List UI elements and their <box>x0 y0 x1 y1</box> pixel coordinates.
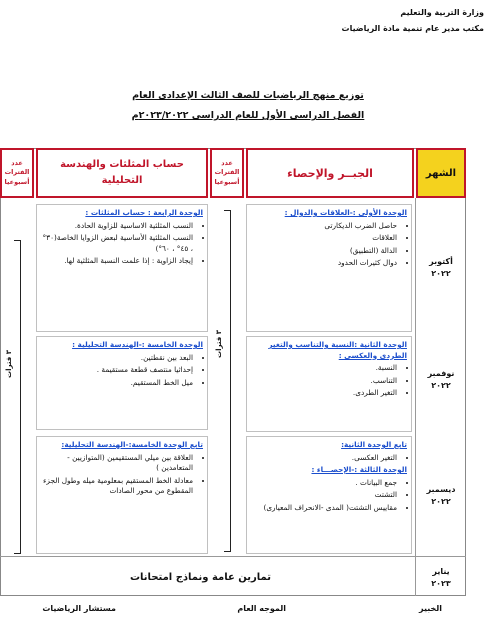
list-item: • حاصل الضرب الديكارتى <box>251 221 397 232</box>
list-item: • ميل الخط المستقيم. <box>41 378 193 389</box>
month-header: الشهر <box>416 148 466 198</box>
month-column-line <box>415 198 416 596</box>
month-december: ديسمبر ٢٠٢٢ <box>426 485 456 506</box>
ministry-name: وزارة التربية والتعليم <box>400 8 484 17</box>
footer-supervisor: الموجه العام <box>237 604 286 613</box>
page-subtitle: الفصل الدراسى الأول للعام الدراسى ٢٠٢٣/٢٠٢٢م <box>131 110 365 121</box>
algebra-header: الجبــر والإحصاء <box>246 148 414 198</box>
geometry-unit-2: الوحدة الخامسة :-الهندسة التحليلية : • البعد بين نقطتين. • إحداثيا منتصف قطعة مستقيمة . • ميل الخط المستقيم. <box>36 336 208 430</box>
weeks-label-algebra: ٣ فترات <box>215 330 223 358</box>
list-item: • التشتت <box>251 490 397 501</box>
month-january: يناير ٢٠٢٣ <box>431 567 451 588</box>
list-item: • دوال كثيرات الحدود <box>251 258 397 269</box>
weeks-bracket-geometry <box>14 240 21 554</box>
list-item: • النسب المثلثية الأساسية لبعض الزوايا الخاصة(٣٠° ، ٤٥° ، ٦٠°) <box>41 233 193 254</box>
footer-expert: الخبير <box>418 604 442 613</box>
list-item: • العلاقات <box>251 233 397 244</box>
list-item: • الدالة (التطبيق) <box>251 246 397 257</box>
list-item: • التناسب. <box>251 376 397 387</box>
list-item: • مقاييس التشتت( المدى -الانحراف المعيارى) <box>251 503 397 514</box>
list-item: • جمع البيانات . <box>251 478 397 489</box>
list-item: • التغير الطردى. <box>251 388 397 399</box>
geometry-unit-1: الوحدة الرابعة : حساب المثلثات : • النسب المثلثية الاساسية للزاوية الحادة. • النسب المثلثية الأساسية لبعض الزوايا الخاصة(٣٠° ، ٤٥° ، ٦٠°) • إيجاد الزاوية : إذا علمت النسبة المثلثية لها. <box>36 204 208 332</box>
list-item: • العلاقة بين ميلي المستقيمين (المتوازيين - المتعامدين ) <box>41 453 193 474</box>
weeks-bracket-algebra <box>224 210 231 552</box>
page-title: توزيع منهج الرياضيات للصف الثالث الإعدادى العام <box>132 90 364 101</box>
list-item: • النسب المثلثية الاساسية للزاوية الحادة. <box>41 221 193 232</box>
weeks-label-geometry: ٣ فترات <box>5 350 13 378</box>
month-october: أكتوبر ٢٠٢٢ <box>429 257 453 278</box>
weeks-header-algebra: عدد الفترات أسبوعيا <box>210 148 244 198</box>
algebra-unit-1: الوحدة الأولى :-العلاقات والدوال : • حاصل الضرب الديكارتى • العلاقات • الدالة (التطبيق) • دوال كثيرات الحدود <box>246 204 412 332</box>
list-item: • إيجاد الزاوية : إذا علمت النسبة المثلثية لها. <box>41 256 193 267</box>
footer-advisor: مستشار الرياضيات <box>42 604 116 613</box>
list-item: • النسبة. <box>251 363 397 374</box>
list-item: • إحداثيا منتصف قطعة مستقيمة . <box>41 365 193 376</box>
algebra-unit-2: الوحدة الثانية :النسبة والتناسب والتغير الطردى والعكسى : • النسبة. • التناسب. • التغير الطردى. <box>246 336 412 432</box>
list-item: • التغير العكسى. <box>251 453 397 464</box>
weeks-header-geometry: عدد الفترات أسبوعيا <box>0 148 34 198</box>
list-item: • معادلة الخط المستقيم بمعلومية ميله وطول الجزء المقطوع من محور الصادات <box>41 476 193 497</box>
row-divider <box>0 556 466 557</box>
geometry-unit-3: تابع الوحدة الخامسة:-الهندسة التحليلية: • العلاقة بين ميلي المستقيمين (المتوازيين - المتعامدين ) • معادلة الخط المستقيم بمعلومية ميله وطول الجزء المقطوع من محور الصادات <box>36 436 208 554</box>
algebra-unit-3: تابع الوحدة الثانية: • التغير العكسى. الوحدة الثالثة :-الإحصـــاء : • جمع البيانات . • التشتت • مقاييس التشتت( المدى -الانحراف المعيارى) <box>246 436 412 554</box>
geometry-header: حساب المثلثات والهندسة التحليلية <box>36 148 208 198</box>
office-name: مكتب مدير عام تنمية مادة الرياضيات <box>341 24 484 33</box>
month-november: نوفمبر ٢٠٢٢ <box>427 369 455 390</box>
list-item: • البعد بين نقطتين. <box>41 353 193 364</box>
review-row-text: تمارين عامة ونماذج امتحانات <box>130 572 272 583</box>
